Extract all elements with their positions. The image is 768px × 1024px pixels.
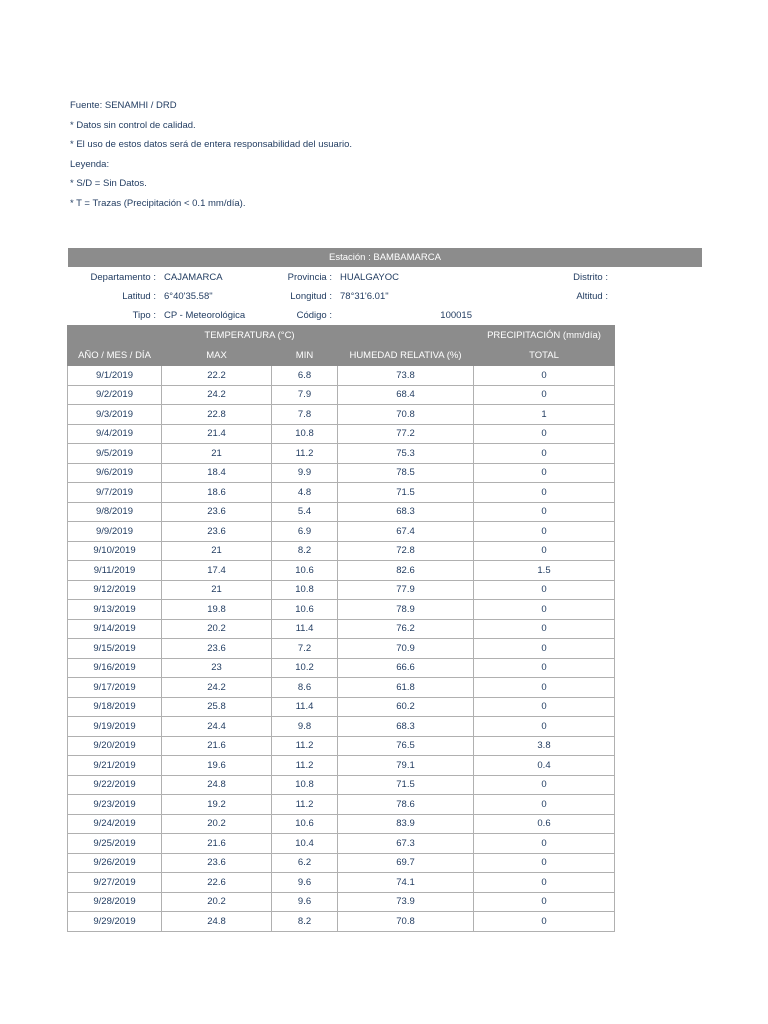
meta-row-3 (68, 306, 702, 325)
precip-cell: 0 (474, 658, 615, 678)
header-precipitacion: PRECIPITACIÓN (mm/día) (474, 326, 615, 346)
precip-cell: 0 (474, 892, 615, 912)
min-cell: 11.2 (272, 756, 338, 776)
date-cell: 9/10/2019 (68, 541, 162, 561)
max-cell: 18.4 (162, 463, 272, 483)
precip-cell: 3.8 (474, 736, 615, 756)
table-row (68, 444, 615, 464)
header-total: TOTAL (474, 346, 615, 366)
note-sd: * S/D = Sin Datos. (70, 178, 147, 189)
min-cell: 4.8 (272, 483, 338, 503)
table-row (68, 892, 615, 912)
min-cell: 10.4 (272, 834, 338, 854)
note-responsibility: * El uso de estos datos será de entera responsabilidad del usuario. (70, 139, 353, 150)
table-row (68, 366, 615, 386)
min-cell: 10.2 (272, 658, 338, 678)
humidity-cell: 70.8 (338, 912, 474, 932)
precip-cell: 0 (474, 619, 615, 639)
table-row (68, 775, 615, 795)
precip-cell: 0 (474, 795, 615, 815)
precip-cell: 0 (474, 541, 615, 561)
min-cell: 11.2 (272, 736, 338, 756)
tipo-label: Tipo : (132, 310, 156, 321)
table-row (68, 561, 615, 581)
humidity-cell: 68.3 (338, 717, 474, 737)
date-cell: 9/4/2019 (68, 424, 162, 444)
date-cell: 9/27/2019 (68, 873, 162, 893)
humidity-cell: 60.2 (338, 697, 474, 717)
date-cell: 9/11/2019 (68, 561, 162, 581)
max-cell: 24.8 (162, 912, 272, 932)
precip-cell: 0 (474, 834, 615, 854)
max-cell: 23.6 (162, 639, 272, 659)
min-cell: 10.6 (272, 561, 338, 581)
precip-cell: 0 (474, 366, 615, 386)
date-cell: 9/12/2019 (68, 580, 162, 600)
table-row (68, 717, 615, 737)
precip-cell: 1 (474, 405, 615, 425)
precip-cell: 0 (474, 873, 615, 893)
max-cell: 20.2 (162, 892, 272, 912)
humidity-cell: 68.4 (338, 385, 474, 405)
min-cell: 10.8 (272, 424, 338, 444)
min-cell: 6.9 (272, 522, 338, 542)
max-cell: 21.6 (162, 736, 272, 756)
table-row (68, 756, 615, 776)
header-fecha: AÑO / MES / DÍA (68, 346, 162, 366)
date-cell: 9/9/2019 (68, 522, 162, 542)
distrito-label: Distrito : (573, 272, 608, 283)
max-cell: 21 (162, 444, 272, 464)
station-title: Estación : BAMBAMARCA (68, 248, 702, 267)
provincia-value: HUALGAYOC (340, 272, 399, 283)
table-row (68, 502, 615, 522)
table-row (68, 424, 615, 444)
precip-cell: 0.6 (474, 814, 615, 834)
humidity-cell: 75.3 (338, 444, 474, 464)
departamento-label: Departamento : (90, 272, 156, 283)
humidity-cell: 72.8 (338, 541, 474, 561)
humidity-cell: 61.8 (338, 678, 474, 698)
codigo-value: 100015 (440, 310, 472, 321)
table-row (68, 522, 615, 542)
max-cell: 19.8 (162, 600, 272, 620)
precip-cell: 0 (474, 444, 615, 464)
humidity-cell: 66.6 (338, 658, 474, 678)
table-row (68, 483, 615, 503)
table-row (68, 619, 615, 639)
precip-cell: 0 (474, 580, 615, 600)
min-cell: 7.9 (272, 385, 338, 405)
humidity-cell: 83.9 (338, 814, 474, 834)
min-cell: 7.2 (272, 639, 338, 659)
max-cell: 21.4 (162, 424, 272, 444)
max-cell: 24.2 (162, 678, 272, 698)
departamento-value: CAJAMARCA (164, 272, 223, 283)
humidity-cell: 77.2 (338, 424, 474, 444)
min-cell: 10.8 (272, 775, 338, 795)
min-cell: 10.8 (272, 580, 338, 600)
humidity-cell: 73.8 (338, 366, 474, 386)
meta-row-1 (68, 268, 702, 287)
date-cell: 9/15/2019 (68, 639, 162, 659)
humidity-cell: 68.3 (338, 502, 474, 522)
date-cell: 9/8/2019 (68, 502, 162, 522)
humidity-cell: 71.5 (338, 483, 474, 503)
date-cell: 9/17/2019 (68, 678, 162, 698)
table-row (68, 912, 615, 932)
table-body (68, 366, 615, 932)
date-cell: 9/19/2019 (68, 717, 162, 737)
min-cell: 11.2 (272, 795, 338, 815)
altitud-label: Altitud : (576, 291, 608, 302)
header-temperatura: TEMPERATURA (°C) (162, 326, 338, 346)
max-cell: 22.2 (162, 366, 272, 386)
table-row (68, 658, 615, 678)
provincia-label: Provincia : (287, 272, 332, 283)
precip-cell: 0 (474, 385, 615, 405)
max-cell: 21.6 (162, 834, 272, 854)
table-row (68, 814, 615, 834)
note-legend: Leyenda: (70, 158, 110, 170)
header-fecha-spacer (68, 326, 162, 346)
min-cell: 8.2 (272, 912, 338, 932)
note-trazas: * T = Trazas (Precipitación < 0.1 mm/día). (70, 197, 246, 209)
header-min: MIN (272, 346, 338, 366)
precip-cell: 0 (474, 463, 615, 483)
min-cell: 11.4 (272, 697, 338, 717)
table-row (68, 697, 615, 717)
precip-cell: 0 (474, 775, 615, 795)
humidity-cell: 69.7 (338, 853, 474, 873)
table-row (68, 678, 615, 698)
max-cell: 21 (162, 541, 272, 561)
min-cell: 6.2 (272, 853, 338, 873)
date-cell: 9/5/2019 (68, 444, 162, 464)
max-cell: 24.2 (162, 385, 272, 405)
min-cell: 5.4 (272, 502, 338, 522)
precip-cell: 0 (474, 600, 615, 620)
humidity-cell: 74.1 (338, 873, 474, 893)
max-cell: 22.6 (162, 873, 272, 893)
header-humedad-spacer (338, 326, 474, 346)
min-cell: 11.2 (272, 444, 338, 464)
min-cell: 9.9 (272, 463, 338, 483)
note-quality: * Datos sin control de calidad. (70, 119, 196, 131)
humidity-cell: 70.9 (338, 639, 474, 659)
precip-cell: 0 (474, 912, 615, 932)
max-cell: 24.8 (162, 775, 272, 795)
date-cell: 9/28/2019 (68, 892, 162, 912)
humidity-cell: 71.5 (338, 775, 474, 795)
table-row (68, 853, 615, 873)
humidity-cell: 76.2 (338, 619, 474, 639)
humidity-cell: 78.9 (338, 600, 474, 620)
precip-cell: 0 (474, 483, 615, 503)
table-row (68, 600, 615, 620)
tipo-value: CP - Meteorológica (164, 310, 246, 321)
min-cell: 7.8 (272, 405, 338, 425)
humidity-cell: 78.6 (338, 795, 474, 815)
date-cell: 9/2/2019 (68, 385, 162, 405)
date-cell: 9/13/2019 (68, 600, 162, 620)
table-row (68, 541, 615, 561)
min-cell: 6.8 (272, 366, 338, 386)
date-cell: 9/14/2019 (68, 619, 162, 639)
precip-cell: 0.4 (474, 756, 615, 776)
min-cell: 9.6 (272, 892, 338, 912)
date-cell: 9/18/2019 (68, 697, 162, 717)
max-cell: 18.6 (162, 483, 272, 503)
date-cell: 9/1/2019 (68, 366, 162, 386)
max-cell: 23.6 (162, 522, 272, 542)
min-cell: 8.6 (272, 678, 338, 698)
precip-cell: 0 (474, 678, 615, 698)
note-source: Fuente: SENAMHI / DRD (70, 100, 177, 111)
humidity-cell: 67.4 (338, 522, 474, 542)
precip-cell: 0 (474, 424, 615, 444)
date-cell: 9/26/2019 (68, 853, 162, 873)
date-cell: 9/20/2019 (68, 736, 162, 756)
max-cell: 20.2 (162, 814, 272, 834)
table-row (68, 795, 615, 815)
max-cell: 23.6 (162, 502, 272, 522)
date-cell: 9/24/2019 (68, 814, 162, 834)
longitud-label: Longitud : (290, 291, 332, 302)
max-cell: 24.4 (162, 717, 272, 737)
max-cell: 23.6 (162, 853, 272, 873)
date-cell: 9/22/2019 (68, 775, 162, 795)
codigo-label: Código : (296, 310, 332, 321)
humidity-cell: 70.8 (338, 405, 474, 425)
date-cell: 9/25/2019 (68, 834, 162, 854)
date-cell: 9/29/2019 (68, 912, 162, 932)
min-cell: 11.4 (272, 619, 338, 639)
data-table (67, 325, 615, 932)
date-cell: 9/21/2019 (68, 756, 162, 776)
max-cell: 17.4 (162, 561, 272, 581)
max-cell: 23 (162, 658, 272, 678)
humidity-cell: 78.5 (338, 463, 474, 483)
min-cell: 9.8 (272, 717, 338, 737)
precip-cell: 0 (474, 697, 615, 717)
precip-cell: 0 (474, 639, 615, 659)
table-row (68, 873, 615, 893)
header-max: MAX (162, 346, 272, 366)
humidity-cell: 82.6 (338, 561, 474, 581)
date-cell: 9/6/2019 (68, 463, 162, 483)
date-cell: 9/3/2019 (68, 405, 162, 425)
humidity-cell: 73.9 (338, 892, 474, 912)
header-humedad: HUMEDAD RELATIVA (%) (338, 346, 474, 366)
table-row (68, 405, 615, 425)
precip-cell: 1.5 (474, 561, 615, 581)
min-cell: 10.6 (272, 600, 338, 620)
precip-cell: 0 (474, 853, 615, 873)
latitud-value: 6°40'35.58" (164, 291, 213, 302)
meta-row-2 (68, 287, 702, 306)
min-cell: 9.6 (272, 873, 338, 893)
table-row (68, 834, 615, 854)
max-cell: 20.2 (162, 619, 272, 639)
table-row (68, 463, 615, 483)
table-row (68, 736, 615, 756)
min-cell: 8.2 (272, 541, 338, 561)
longitud-value: 78°31'6.01" (340, 291, 389, 302)
latitud-label: Latitud : (122, 291, 156, 302)
table-row (68, 385, 615, 405)
min-cell: 10.6 (272, 814, 338, 834)
precip-cell: 0 (474, 717, 615, 737)
humidity-cell: 76.5 (338, 736, 474, 756)
table-row (68, 639, 615, 659)
table-row (68, 580, 615, 600)
date-cell: 9/23/2019 (68, 795, 162, 815)
precip-cell: 0 (474, 502, 615, 522)
max-cell: 21 (162, 580, 272, 600)
humidity-cell: 77.9 (338, 580, 474, 600)
max-cell: 22.8 (162, 405, 272, 425)
humidity-cell: 79.1 (338, 756, 474, 776)
max-cell: 19.6 (162, 756, 272, 776)
max-cell: 25.8 (162, 697, 272, 717)
date-cell: 9/16/2019 (68, 658, 162, 678)
max-cell: 19.2 (162, 795, 272, 815)
humidity-cell: 67.3 (338, 834, 474, 854)
date-cell: 9/7/2019 (68, 483, 162, 503)
notes-block (70, 96, 352, 213)
precip-cell: 0 (474, 522, 615, 542)
